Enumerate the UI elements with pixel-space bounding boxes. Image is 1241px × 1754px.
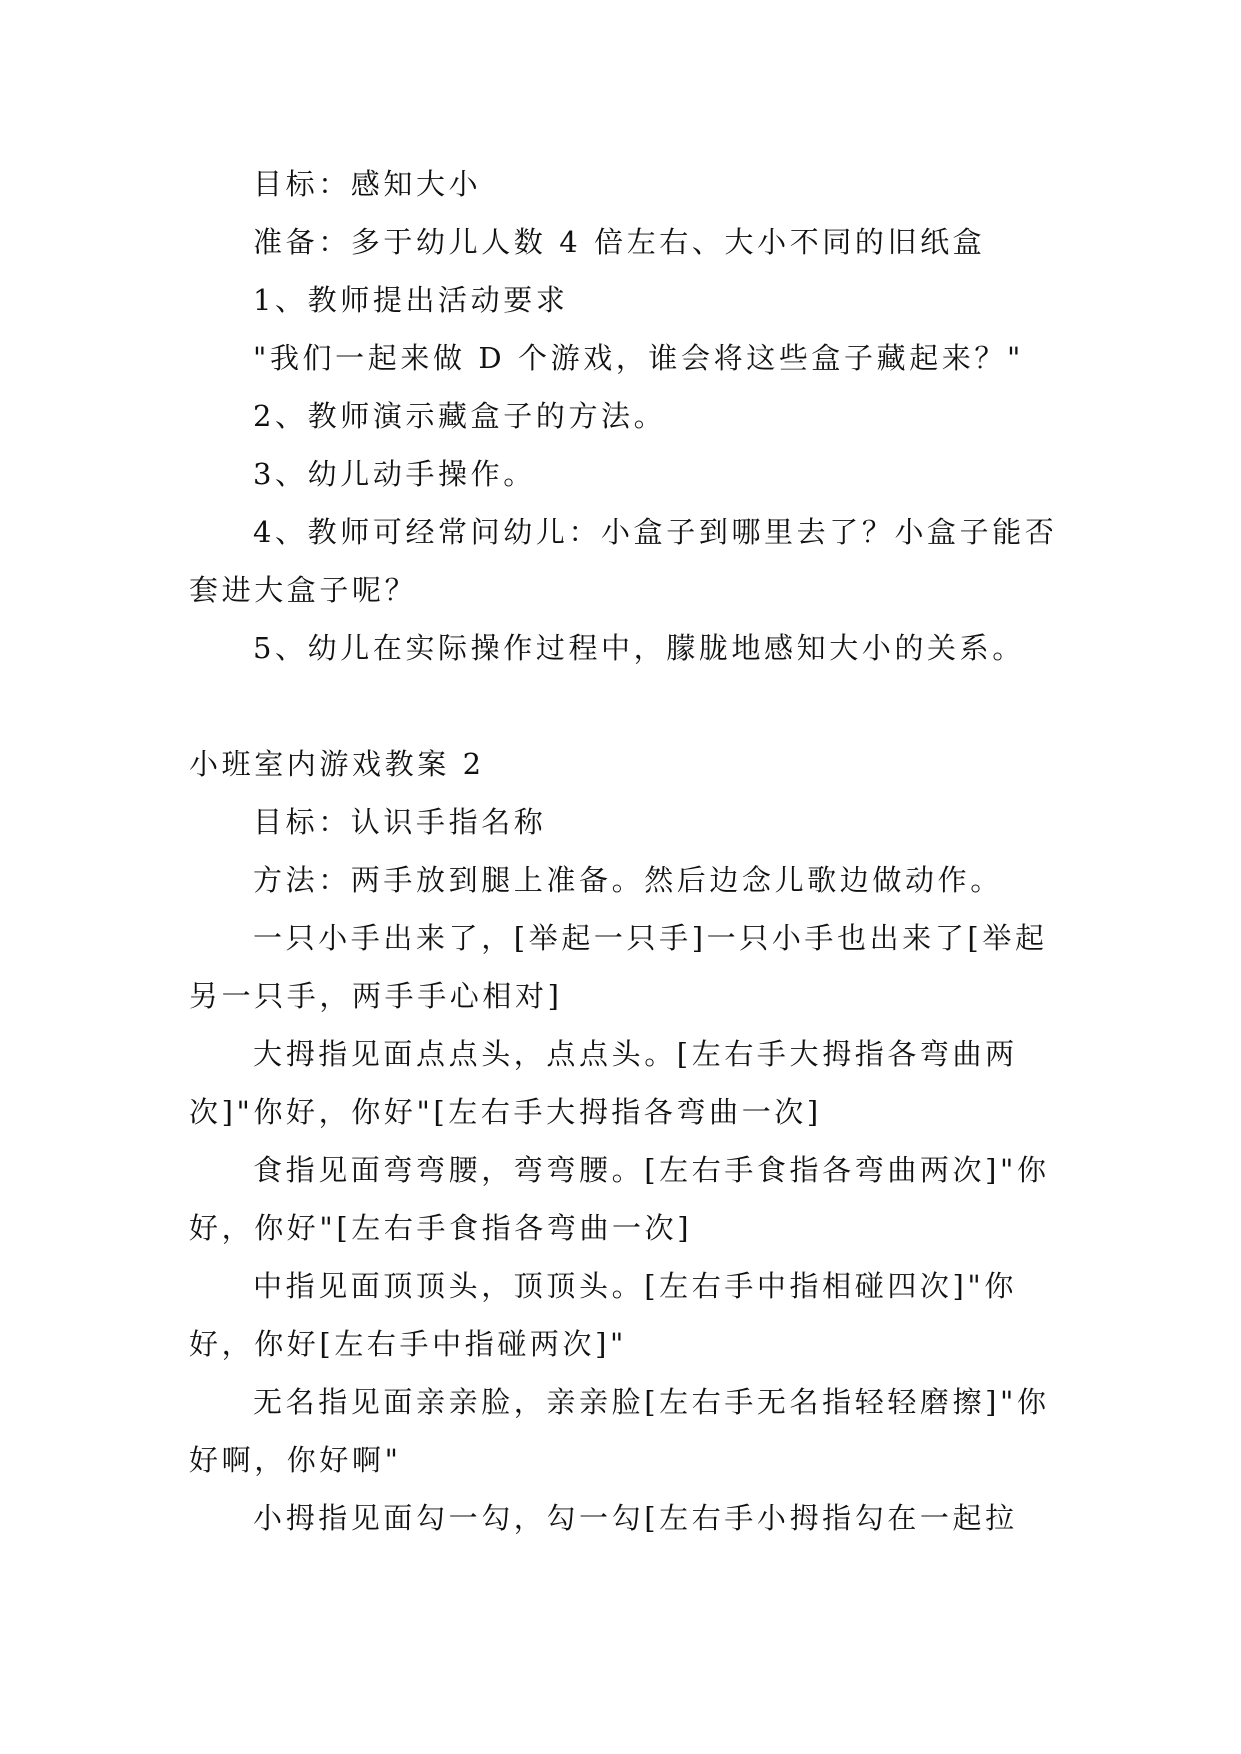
paragraph-goal-2: 目标：认识手指名称 [253, 805, 547, 839]
paragraph-index-finger: 食指见面弯弯腰，弯弯腰。[左右手食指各弯曲两次]"你好，你好"[左右手食指各弯曲一次] [189, 1153, 1050, 1245]
paragraph-goal-1: 目标：感知大小 [253, 167, 482, 201]
paragraph-quote: "我们一起来做 D 个游戏，谁会将这些盒子藏起来？" [253, 341, 1024, 375]
document-body [189, 155, 1059, 1547]
paragraph-thumb: 大拇指见面点点头，点点头。[左右手大拇指各弯曲两次]"你好，你好"[左右手大拇指各弯曲一次] [189, 1037, 1018, 1129]
paragraph-step-1: 1、教师提出活动要求 [253, 283, 569, 317]
paragraph-hands-out: 一只小手出来了，[举起一只手]一只小手也出来了[举起另一只手，两手手心相对] [189, 921, 1048, 1013]
paragraph-preparation: 准备：多于幼儿人数 4 倍左右、大小不同的旧纸盒 [253, 225, 986, 259]
paragraph-step-3: 3、幼儿动手操作。 [253, 457, 536, 491]
paragraph-step-4: 4、教师可经常问幼儿：小盒子到哪里去了？小盒子能否套进大盒子呢？ [189, 515, 1058, 607]
paragraph-ring-finger: 无名指见面亲亲脸，亲亲脸[左右手无名指轻轻磨擦]"你好啊，你好啊" [189, 1385, 1050, 1477]
paragraph-little-finger: 小拇指见面勾一勾，勾一勾[左右手小拇指勾在一起拉 [253, 1501, 1018, 1535]
paragraph-method: 方法：两手放到腿上准备。然后边念儿歌边做动作。 [253, 863, 1003, 897]
paragraph-step-5: 5、幼儿在实际操作过程中，朦胧地感知大小的关系。 [253, 631, 1025, 665]
section-title: 小班室内游戏教案 2 [189, 747, 485, 781]
paragraph-step-2: 2、教师演示藏盒子的方法。 [253, 399, 667, 433]
paragraph-middle-finger: 中指见面顶顶头，顶顶头。[左右手中指相碰四次]"你好，你好[左右手中指碰两次]" [189, 1269, 1017, 1361]
